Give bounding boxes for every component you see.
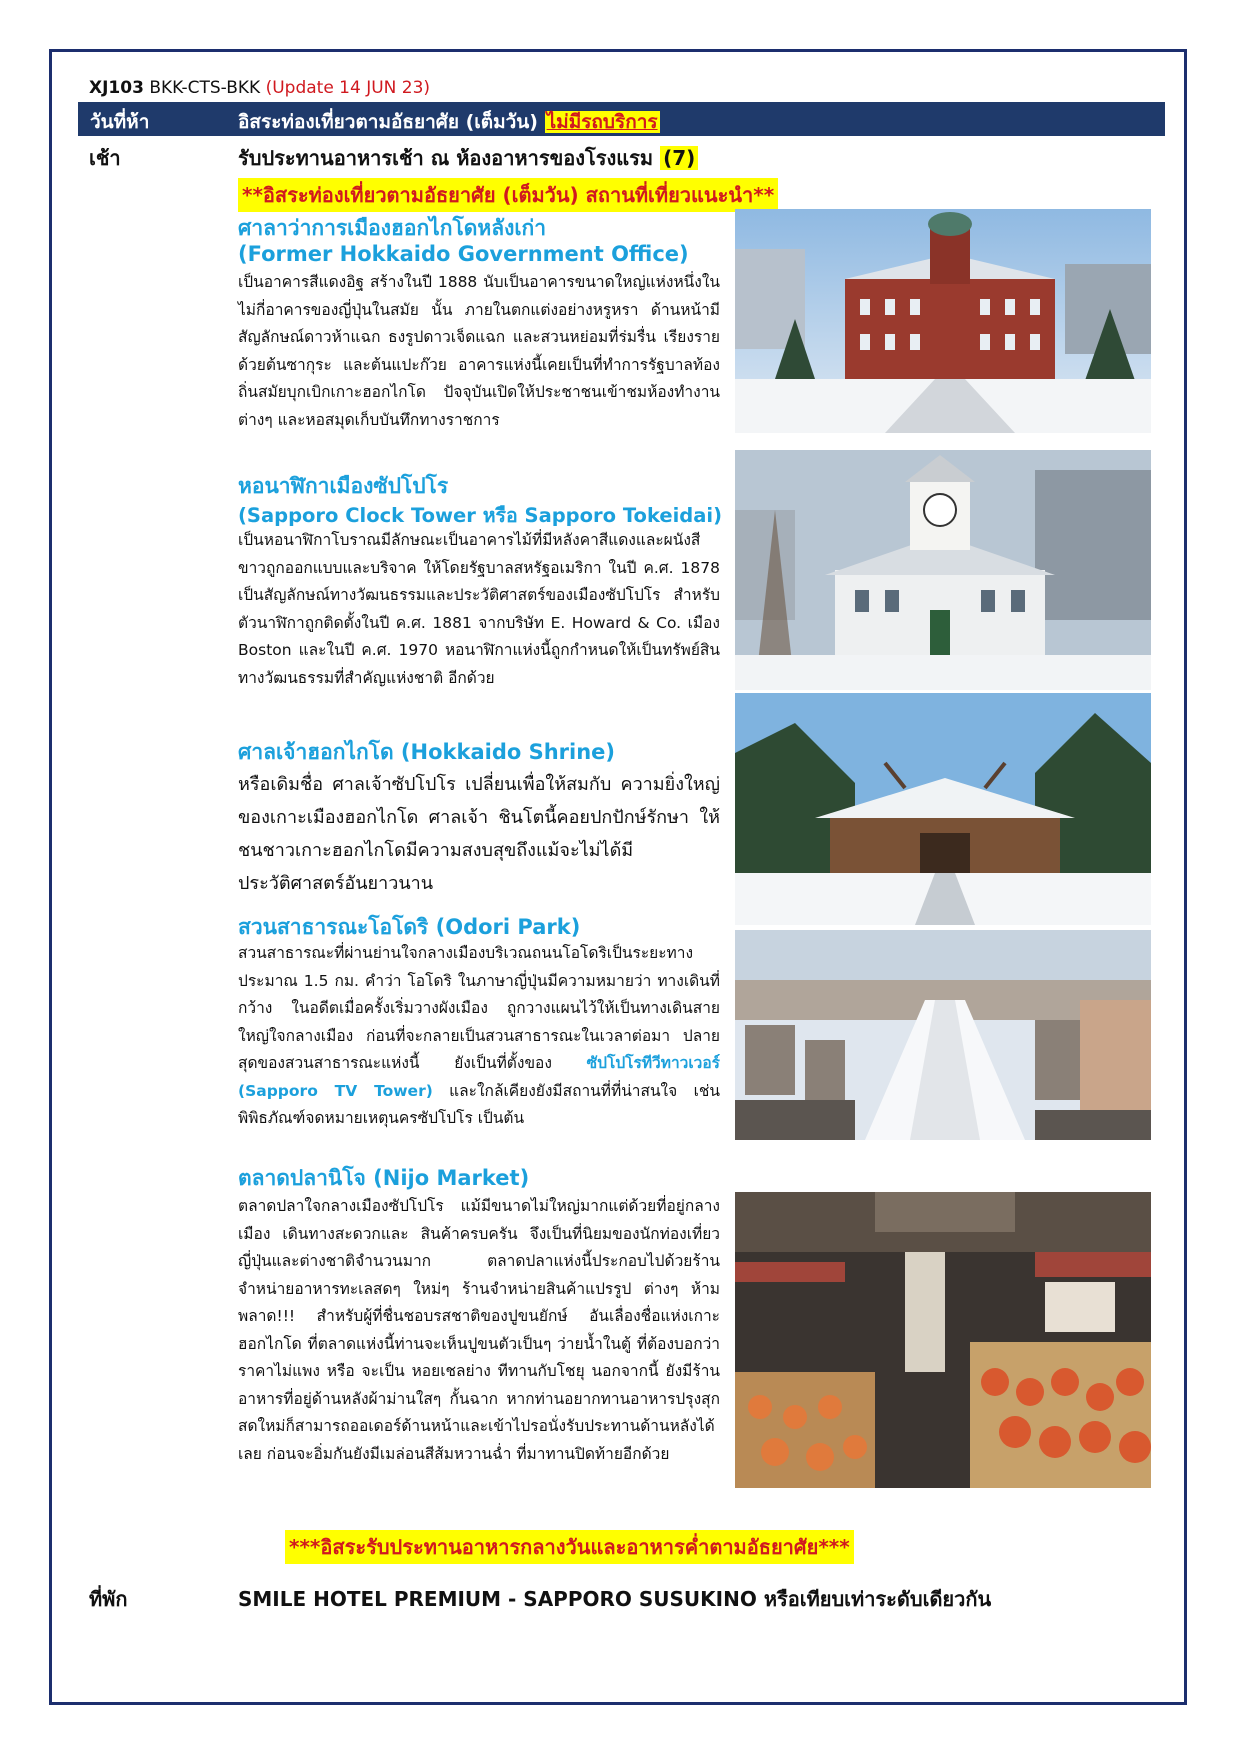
recommendation-banner: **อิสระท่องเที่ยวตามอัธยาศัย (เต็มวัน) สถานที่เที่ยวแนะนำ** <box>238 178 778 212</box>
attraction-description: เป็นหอนาฬิกาโบราณมีลักษณะเป็นอาคารไม้ที่มีหลังคาสีแดงและผนังสีขาวถูกออกแบบและบริจาค ให้โดยรัฐบาลสหรัฐอเมริกา ในปี ค.ศ. 1878 เป็นสัญลักษณ์ทางวัฒนธรรมและประวัติศาสตร์ของเมืองซัปโปโร สำหรับตัวนาฬิกาถูกติดตั้งในปี ค.ศ. 1881 จากบริษัท E. Howard & Co. เมือง Boston และในปี ค.ศ. 1970 หอนาฬิกาแห่งนี้ถูกกำหนดให้เป็นทรัพย์สินทางวัฒนธรรมที่สำคัญแห่งชาติ อีกด้วย <box>238 531 720 687</box>
odori-body-end: และใกล้เคียงยังมีสถานที่ที่น่าสนใจ เช่น พิพิธภัณฑ์จดหมายเหตุนครซัปโปโร เป็นต้น <box>238 1081 720 1127</box>
attraction-title: ตลาดปลานิโจ (Nijo Market) <box>238 1166 530 1190</box>
attraction-description: เป็นอาคารสีแดงอิฐ สร้างในปี 1888 นับเป็นอาคารขนาดใหญ่แห่งหนึ่งในไม่กี่อาคารของญี่ปุ่นในสมัย นั้น ภายในตกแต่งอย่างหรูหรา ด้านหน้ามีสัญลักษณ์ดาวห้าแฉก ธงรูปดาวเจ็ดแฉก และสวนหย่อมที่ร่มรื่น เรียงรายด้วยต้นซากุระ และต้นแปะก๊วย อาคารแห่งนี้เคยเป็นที่ทำการรัฐบาลท้องถิ่นสมัยบุกเบิกเกาะฮอกไกโด ปัจจุบันเปิดให้ประชาชนเข้าชมห้องทำงานต่างๆ และหอสมุดเก็บบันทึกทางราชการ <box>238 273 720 429</box>
hotel-suffix: หรือเทียบเท่าระดับเดียวกัน <box>763 1587 992 1611</box>
hotel-row <box>238 1583 991 1615</box>
day-label: วันที่ห้า <box>90 111 150 133</box>
day-title-text: อิสระท่องเที่ยวตามอัธยาศัย (เต็มวัน) <box>238 111 538 133</box>
meal-number: (7) <box>660 146 698 170</box>
no-service-badge: ไม่มีรถบริการ <box>546 111 658 133</box>
government-office-photo <box>735 209 1151 433</box>
update-date: (Update 14 JUN 23) <box>265 78 431 98</box>
attraction-description: ตลาดปลาใจกลางเมืองซัปโปโร แม้มีขนาดไม่ใหญ่มากแต่ด้วยที่อยู่กลางเมือง เดินทางสะดวกและ สินค้าครบครัน จึงเป็นที่นิยมของนักท่องเที่ยวญี่ปุ่นและต่างชาติจำนวนมาก ตลาดปลาแห่งนี้ประกอบไปด้วยร้านจำหน่ายอาหารทะเลสดๆ ใหม่ๆ ร้านจำหน่ายสินค้าแปรรูป ต่างๆ ห้ามพลาด!!! สำหรับผู้ที่ชื่นชอบรสชาติของปูขนยักษ์ อันเลื่องชื่อแห่งเกาะฮอกไกโด ที่ตลาดแห่งนี้ท่านจะเห็นปูขนตัวเป็นๆ ว่ายน้ำในตู้ ที่ต้องบอกว่าราคาไม่แพง หรือ จะเป็น หอยเชลย่าง ทีทานกับโชยุ นอกจากนี้ ยังมีร้านอาหารที่อยู่ด้านหลังผ้าม่านใสๆ กั้นฉาก หากท่านอยากทานอาหารปรุงสุกสดใหม่ก็สามารถออเดอร์ด้านหน้าและเข้าไปรอนั่งรับประทานด้านหลังได้เลย ก่อนจะอิ่มกันยังมีเมล่อนสีส้มหวานฉ่ำ ที่มาทานปิดท้ายอีกด้วย <box>238 1197 720 1463</box>
day-title <box>238 107 660 137</box>
hotel-name: SMILE HOTEL PREMIUM - SAPPORO SUSUKINO <box>238 1587 757 1611</box>
nijo-market-photo <box>735 1192 1151 1488</box>
tour-route: BKK-CTS-BKK <box>149 78 261 98</box>
breakfast-label: เช้า <box>89 146 121 170</box>
lunch-dinner-note: ***อิสระรับประทานอาหารกลางวันและอาหารค่ำตามอัธยาศัย*** <box>285 1530 854 1564</box>
attraction-title: ศาลเจ้าฮอกไกโด (Hokkaido Shrine) <box>238 740 616 764</box>
tour-code-line <box>89 78 430 98</box>
attraction-description <box>238 940 720 1133</box>
attraction-subtitle: (Sapporo Clock Tower หรือ Sapporo Tokeidai) <box>238 504 723 527</box>
hokkaido-shrine-photo <box>735 693 1151 925</box>
attraction-subtitle: (Former Hokkaido Government Office) <box>238 242 689 266</box>
odori-body-start: สวนสาธารณะที่ผ่านย่านใจกลางเมืองบริเวณถนนโอโดริเป็นระยะทางประมาณ 1.5 กม. คำว่า โอโดริ ในภาษาญี่ปุ่นมีความหมายว่า ทางเดินที่กว้าง ในอดีตเมื่อครั้งเริ่มวางผังเมือง ถูกวางแผนไว้ให้เป็นทางเดินสายใหญ่ใจกลางเมือง ก่อนที่จะกลายเป็นสวนสาธารณะในเวลาต่อมา ปลายสุดของสวนสาธารณะแห่งนี้ ยังเป็นที่ตั้งของ <box>238 944 720 1072</box>
clock-tower-photo <box>735 450 1151 690</box>
hotel-label: ที่พัก <box>89 1587 128 1611</box>
breakfast-row <box>238 142 698 174</box>
attraction-description: หรือเดิมชื่อ ศาลเจ้าซัปโปโร เปลี่ยนเพื่อให้สมกับ ความยิ่งใหญ่ของเกาะเมืองฮอกไกโด ศาลเจ้า ชินโตนี้คอยปกปักษ์รักษา ให้ชนชาวเกาะฮอกไกโดมีความสงบสุขถึงแม้จะไม่ได้มีประวัติศาสตร์อันยาวนาน <box>238 774 720 894</box>
tour-code: XJ103 <box>89 78 144 98</box>
attraction-title: ศาลาว่าการเมืองฮอกไกโดหลังเก่า <box>238 216 547 240</box>
odori-park-photo <box>735 930 1151 1140</box>
tv-tower-link-text: ซัปโปโรทีวีทาวเวอร์ (Sapporo TV Tower) <box>238 1054 720 1100</box>
attraction-title: หอนาฬิกาเมืองซัปโปโร <box>238 474 449 498</box>
day-header-band <box>78 102 1165 136</box>
breakfast-text: รับประทานอาหารเช้า ณ ห้องอาหารของโรงแรม <box>238 146 654 170</box>
attraction-title: สวนสาธารณะโอโดริ (Odori Park) <box>238 915 581 939</box>
